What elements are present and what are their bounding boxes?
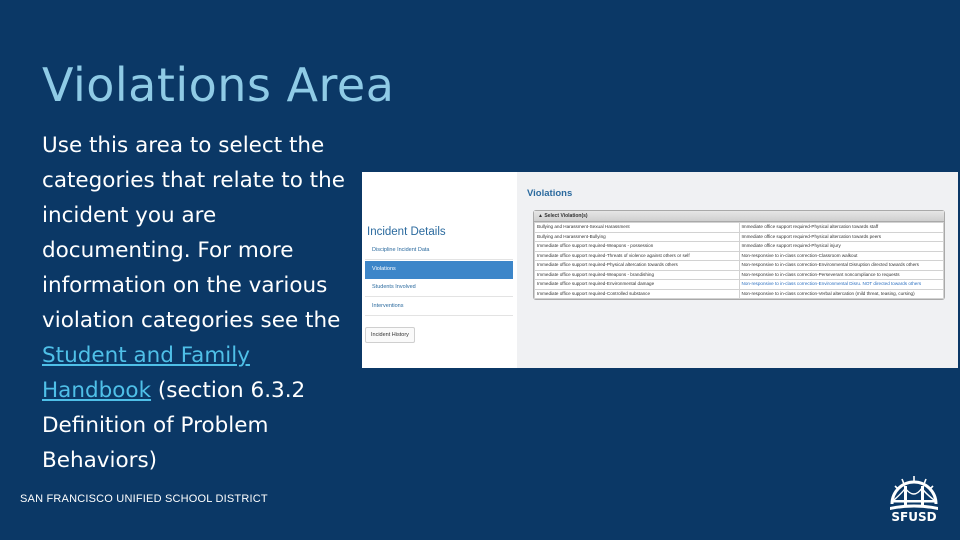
slide-title: Violations Area bbox=[42, 58, 395, 112]
violation-option[interactable]: Non-responsive to in-class correction-Verbal altercation (mild threat, teasing, cursing) bbox=[739, 289, 944, 299]
violation-option[interactable]: Immediate office support required-Physical altercation towards staff bbox=[739, 223, 944, 233]
nav-item-students-involved[interactable]: Students Involved bbox=[365, 279, 513, 297]
violations-screenshot bbox=[362, 172, 958, 368]
violation-option[interactable]: Non-responsive to in-class correction-Classroom walkout bbox=[739, 251, 944, 261]
nav-item-violations[interactable]: Violations bbox=[365, 261, 513, 279]
golden-gate-logo-icon bbox=[884, 470, 944, 512]
table-row bbox=[535, 261, 944, 271]
violation-option[interactable]: Immediate office support required-Physical altercation towards others bbox=[535, 261, 740, 271]
incident-history-button[interactable]: Incident History bbox=[365, 327, 415, 343]
table-row bbox=[535, 232, 944, 242]
violation-option[interactable]: Non-responsive to in-class correction-Environmental Disruption directed towards others bbox=[739, 261, 944, 271]
select-violations-box bbox=[533, 210, 945, 300]
violation-option[interactable]: Immediate office support required-Weapons - brandishing bbox=[535, 270, 740, 280]
violation-option[interactable]: Immediate office support required-Physical altercation towards peers bbox=[739, 232, 944, 242]
table-row bbox=[535, 251, 944, 261]
violation-option[interactable]: Non-responsive to in-class correction-Perseverant noncompliance to requests bbox=[739, 270, 944, 280]
nav-item-discipline-incident-data[interactable]: Discipline Incident Data bbox=[365, 242, 513, 260]
sfusd-logo bbox=[884, 470, 944, 526]
table-row bbox=[535, 280, 944, 290]
district-footer: SAN FRANCISCO UNIFIED SCHOOL DISTRICT bbox=[20, 493, 268, 505]
sfusd-logo-text: SFUSD bbox=[891, 510, 937, 524]
violation-option[interactable]: Immediate office support required-Weapons - possession bbox=[535, 242, 740, 252]
violation-option[interactable]: Immediate office support required-Environmental damage bbox=[535, 280, 740, 290]
incident-details-title: Incident Details bbox=[367, 226, 446, 238]
select-violations-header[interactable]: ▲ Select Violation(s) bbox=[534, 211, 944, 222]
body-text-intro: Use this area to select the categories that relate to the incident you are documenting. For more information on the various violation categories see the bbox=[42, 133, 345, 333]
violation-option[interactable]: Immediate office support required-Physical injury bbox=[739, 242, 944, 252]
table-row bbox=[535, 242, 944, 252]
violation-option[interactable]: Bullying and Harassment-Sexual Harassment bbox=[535, 223, 740, 233]
violation-option[interactable]: Immediate office support required-Controlled substance bbox=[535, 289, 740, 299]
violation-option[interactable]: Non-responsive to in-class correction-Environmental Disru. NOT directed towards others bbox=[739, 280, 944, 290]
violations-table bbox=[534, 222, 944, 299]
table-row bbox=[535, 223, 944, 233]
incident-side-nav bbox=[365, 242, 513, 316]
violation-option[interactable]: Bullying and Harassment-Bullying bbox=[535, 232, 740, 242]
handbook-link[interactable]: Student and Family Handbook bbox=[42, 343, 250, 403]
body-text bbox=[42, 128, 362, 478]
violations-title: Violations bbox=[527, 188, 573, 199]
table-row bbox=[535, 289, 944, 299]
body-text-section: (section 6.3.2 Definition of Problem Behaviors) bbox=[42, 378, 306, 473]
violation-option[interactable]: Immediate office support required-Threats of violence against others or self bbox=[535, 251, 740, 261]
table-row bbox=[535, 270, 944, 280]
nav-item-interventions[interactable]: Interventions bbox=[365, 298, 513, 316]
violations-panel bbox=[517, 172, 958, 368]
